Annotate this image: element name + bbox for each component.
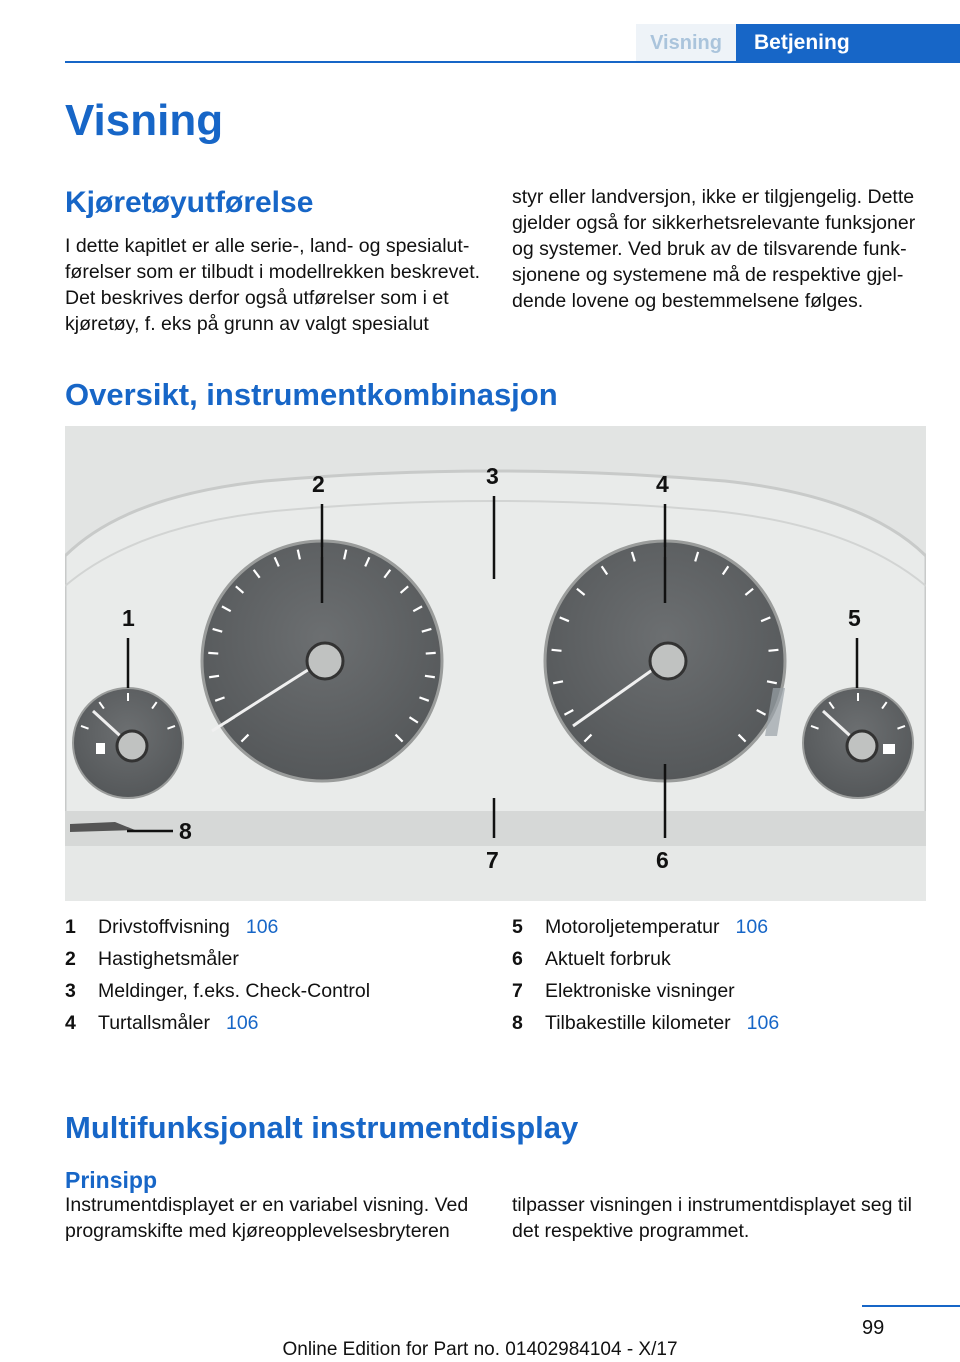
legend-number: 2: [65, 947, 76, 970]
legend-item: [512, 911, 942, 943]
legend-left: [65, 911, 495, 1039]
gauge-tick: [552, 650, 562, 651]
gauge-tick: [208, 653, 218, 654]
instrument-cluster-figure: [65, 426, 926, 901]
tab-betjening[interactable]: Betjening: [736, 24, 960, 62]
page-title: Visning: [65, 96, 224, 145]
paragraph-left-1: I dette kapitlet er alle serie-, land- og spesialutførelser som er tilbudt i modellrekken beskrevet. Det beskrives derfor også utførelser som i et kjøretøy, f. eks på grunn av valgt spesialut: [65, 235, 481, 335]
legend-item: [65, 911, 495, 943]
page-reference-link[interactable]: 106: [245, 915, 279, 938]
legend-label: Drivstoffvisning: [98, 915, 230, 938]
header-rule: [65, 61, 960, 63]
callout-1: 1: [122, 605, 135, 631]
legend-item: [65, 943, 495, 975]
legend-label: Elektroniske visninger: [545, 979, 735, 1002]
legend-label: Turtallsmåler: [98, 1011, 210, 1034]
paragraph-left-3: Instrumentdisplayet er en variabel visning. Ved programskifte med kjøreopplevelsesbryteren: [65, 1194, 469, 1242]
legend-label: Motoroljetemperatur: [545, 915, 720, 938]
legend-item: [512, 975, 942, 1007]
oil-temperature-gauge: [803, 688, 913, 798]
legend-number: 3: [65, 979, 76, 1002]
legend-label: Aktuelt forbruk: [545, 947, 671, 970]
legend-number: 5: [512, 915, 523, 938]
page-reference-link[interactable]: 106: [746, 1011, 780, 1034]
legend-item: [65, 975, 495, 1007]
legend-item: [512, 943, 942, 975]
tab-visning[interactable]: Visning: [636, 24, 736, 62]
callout-2: 2: [312, 471, 325, 497]
legend-number: 7: [512, 979, 523, 1002]
header-tabs: [636, 24, 960, 62]
callout-5: 5: [848, 605, 861, 631]
callout-7: 7: [486, 847, 499, 873]
legend-label: Hastighetsmåler: [98, 947, 239, 970]
page-reference-link[interactable]: 106: [225, 1011, 259, 1034]
paragraph-right-1: styr eller landversjon, ikke er tilgjengelig. Dette gjelder også for sikkerhetsrelevante funksjoner og systemer. Ved bruk av de tilsvarende funksjonene og systemene må de respektive gjeldende lovene og bestemmelsene følges.: [512, 186, 916, 312]
section-heading-multifunksjonalt: Multifunksjonalt instrumentdisplay: [65, 1110, 579, 1145]
footer-rule: [862, 1305, 960, 1307]
gauge-tick: [768, 650, 778, 651]
page-reference-link[interactable]: 106: [735, 915, 769, 938]
legend-label: Meldinger, f.eks. Check-Control: [98, 979, 371, 1002]
section-heading-kjoretoyutforelse: Kjøretøyutførelse: [65, 186, 314, 219]
subheading-prinsipp: Prinsipp: [65, 1167, 158, 1193]
oil-can-icon: [883, 744, 895, 754]
callout-6: 6: [656, 847, 669, 873]
footer-edition: Online Edition for Part no. 01402984104 - X/17: [282, 1339, 678, 1360]
legend-item: [512, 1007, 942, 1039]
legend-right: [512, 911, 942, 1039]
callout-8: 8: [179, 818, 192, 844]
legend-number: 4: [65, 1011, 76, 1034]
gauge-tick: [426, 653, 436, 654]
fuel-gauge: [73, 688, 183, 798]
gauge-tick: [209, 676, 219, 677]
fuel-pump-icon: [96, 743, 105, 754]
page-number: 99: [862, 1317, 885, 1339]
paragraph-right-3: tilpasser visningen i instrumentdisplayet seg til det respektive programmet.: [512, 1194, 912, 1242]
legend-label: Tilbakestille kilometer: [545, 1011, 731, 1034]
gauge-tick: [425, 676, 435, 677]
legend-item: [65, 1007, 495, 1039]
legend-number: 6: [512, 947, 523, 970]
callout-4: 4: [656, 471, 669, 497]
legend-number: 1: [65, 915, 76, 938]
section-heading-oversikt: Oversikt, instrumentkombinasjon: [65, 377, 558, 412]
instrument-cluster-illustration: [65, 426, 926, 901]
callout-3: 3: [486, 463, 499, 489]
legend-number: 8: [512, 1011, 523, 1034]
